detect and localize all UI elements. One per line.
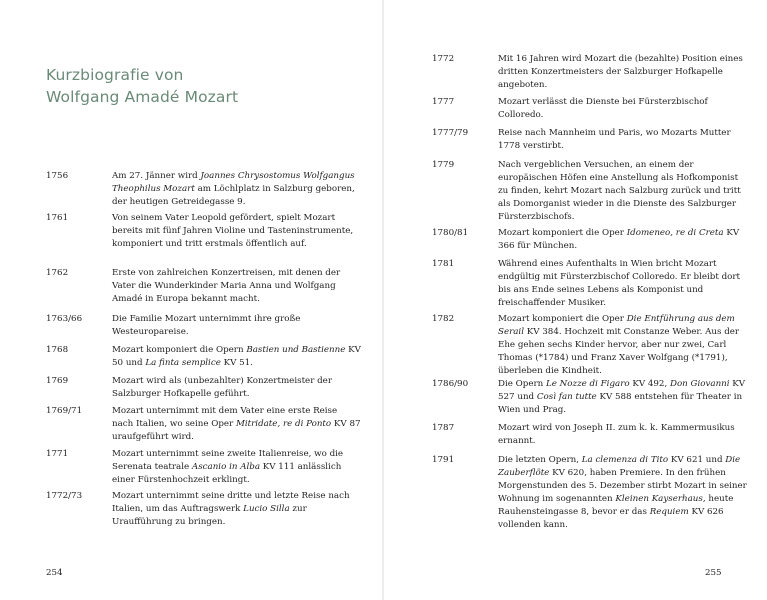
entry-text: Während eines Aufenthalts in Wien bricht Mozart endgültig mit Fürsterzbischof Colloredo. Er bleibt dort bis ans Ende seines Lebens als Komponist und freischaffender Musiker. — [498, 259, 741, 308]
left-page — [0, 0, 383, 600]
entry-text: Am 27. Jänner wird Joannes Chrysostomus Wolfgangus Theophilus Mozart am Löchlplatz in Salzburg geboren, der heutigen Getreidegasse 9. — [112, 171, 355, 207]
entry-year: 1768 — [46, 345, 69, 355]
entry-year: 1769 — [46, 376, 69, 386]
entry-text: Die Opern Le Nozze di Figaro KV 492, Don Giovanni KV 527 und Così fan tutte KV 588 entstehen für Theater in Wien und Prag. — [498, 379, 746, 415]
entry-year: 1756 — [46, 171, 69, 181]
entry-year: 1780/81 — [432, 228, 469, 238]
entry-year: 1763/66 — [46, 314, 83, 324]
entry-text: Mozart unternimmt seine zweite Italienreise, wo die Serenata teatrale Ascanio in Alba KV 111 anlässlich einer Fürstenhochzeit erklingt. — [112, 449, 344, 485]
work-title: La finta semplice — [145, 357, 221, 368]
entry-text: Die letzten Opern, La clemenza di Tito KV 621 und Die Zauberflöte KV 620, haben Premiere. In den frühen Morgenstunden des 5. Dezember stirbt Mozart in seiner Wohnung im sogenannten Kleinen Kayserhaus, heute Rauhensteingasse 8, bevor er das Requiem KV 626 vollenden kann. — [498, 455, 747, 530]
entry-text: Mozart komponiert die Opern Bastien und Bastienne KV 50 und La finta semplice KV 51. — [112, 345, 361, 368]
title-line-1: Kurzbiografie von — [46, 66, 184, 84]
entry-text: Mozart wird als (unbezahlter) Konzertmeister der Salzburger Hofkapelle geführt. — [112, 376, 332, 399]
work-title: Ascanio in Alba — [191, 461, 260, 472]
entry-text: Von seinem Vater Leopold gefördert, spielt Mozart bereits mit fünf Jahren Violine und Tasteninstrumente, komponiert und tritt erstmals öffentlich auf. — [112, 213, 354, 249]
work-title: Joannes Chrysostomus Wolfgangus Theophilus Mozart — [112, 171, 355, 194]
entry-text: Erste von zahlreichen Konzertreisen, mit denen der Vater die Wunderkinder Maria Anna und Wolfgang Amadé in Europa bekannt macht. — [112, 268, 341, 304]
entry-year: 1777 — [432, 97, 455, 107]
entry-year: 1762 — [46, 268, 69, 278]
entry-text: Mozart wird von Joseph II. zum k. k. Kammermusikus ernannt. — [498, 423, 735, 446]
entry-year: 1782 — [432, 314, 455, 324]
entry-year: 1772/73 — [46, 491, 83, 501]
work-title: Le Nozze di Figaro — [545, 379, 630, 389]
work-title: Bastien und Bastienne — [246, 345, 346, 355]
entry-text: Reise nach Mannheim und Paris, wo Mozarts Mutter 1778 verstirbt. — [498, 128, 731, 151]
entry-year: 1781 — [432, 259, 455, 269]
entry-year: 1787 — [432, 423, 455, 433]
entry-text: Mozart unternimmt seine dritte und letzte Reise nach Italien, um das Auftragswerk Lucio Silla zur Uraufführung zu bringen. — [112, 491, 350, 527]
work-title: Lucio Silla — [243, 503, 290, 514]
entry-year: 1791 — [432, 455, 455, 465]
work-title: Kleinen Kayserhaus — [615, 493, 703, 504]
entry-year: 1771 — [46, 449, 69, 459]
work-title: Mitridate, re di Ponto — [235, 418, 332, 429]
right-page — [384, 0, 767, 600]
entry-year: 1769/71 — [46, 406, 83, 416]
page-number: 255 — [705, 568, 722, 578]
entry-text: Mozart komponiert die Oper Idomeneo, re di Creta KV 366 für München. — [498, 228, 740, 251]
entry-year: 1777/79 — [432, 128, 469, 138]
page-title — [46, 64, 238, 108]
entry-year: 1772 — [432, 54, 455, 64]
work-title: Die Zauberflöte — [498, 455, 741, 478]
work-title: La clemenza di Tito — [581, 455, 669, 465]
page-number: 254 — [46, 568, 63, 578]
entry-text: Die Familie Mozart unternimmt ihre große Westeuropareise. — [112, 314, 301, 337]
title-line-2: Wolfgang Amadé Mozart — [46, 88, 239, 106]
entry-text: Nach vergeblichen Versuchen, an einem der europäischen Höfen eine Anstellung als Hofkomponist zu finden, kehrt Mozart nach Salzburg zurück und tritt als Domorganist wieder in die Dienste des Salzburger Fürsterzbischofs. — [498, 160, 741, 222]
entry-year: 1786/90 — [432, 379, 469, 389]
entry-year: 1779 — [432, 160, 455, 170]
entry-text: Mozart verlässt die Dienste bei Fürsterzbischof Colloredo. — [498, 97, 708, 120]
entry-year: 1761 — [46, 213, 69, 223]
entry-text: Mit 16 Jahren wird Mozart die (bezahlte) Position eines dritten Konzertmeisters der Salzburger Hofkapelle angeboten. — [498, 54, 743, 90]
work-title: Die Entführung aus dem Serail — [498, 314, 735, 337]
entry-text: Mozart komponiert die Oper Die Entführung aus dem Serail KV 384. Hochzeit mit Constanze Weber. Aus der Ehe gehen sechs Kinder hervor, aber nur zwei, Carl Thomas (*1784) und Franz Xaver Wolfgang (*1791), überleben die Kindheit. — [498, 314, 740, 376]
work-title: Requiem — [649, 506, 689, 517]
work-title: Idomeneo, re di Creta — [626, 228, 724, 238]
work-title: Don Giovanni — [669, 379, 730, 389]
work-title: Così fan tutte — [536, 391, 597, 402]
entry-text: Mozart unternimmt mit dem Vater eine erste Reise nach Italien, wo seine Oper Mitridate, re di Ponto KV 87 uraufgeführt wird. — [112, 406, 361, 442]
